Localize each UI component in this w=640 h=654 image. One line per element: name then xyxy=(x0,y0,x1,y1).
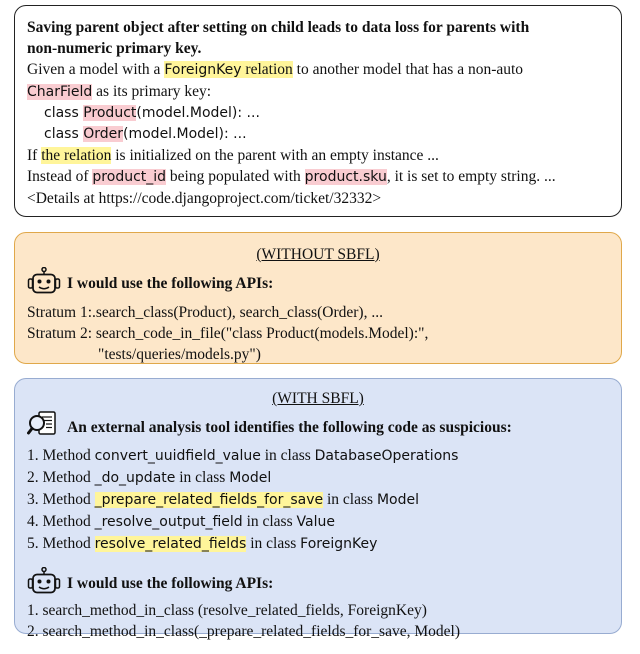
without-api-title-row xyxy=(27,267,621,300)
issue-description-box xyxy=(14,5,622,217)
stratum-2-continuation: "tests/queries/models.py") xyxy=(98,346,261,363)
stratum-2-line: Stratum 2: search_code_in_file("class Product(models.Model):", xyxy=(27,325,429,342)
issue-line-3: Given a model with a ForeignKey relation to another model that has a non-auto xyxy=(27,61,524,78)
with-api-title: I would use the following APIs: xyxy=(67,574,274,592)
code-line-order: class Order(model.Model): ... xyxy=(44,126,247,142)
api-call-1: 1. search_method_in_class (resolve_related_fields, ForeignKey) xyxy=(27,602,427,619)
with-api-title-row xyxy=(27,567,621,600)
code-line-product: class Product(model.Model): ... xyxy=(44,105,260,121)
robot-icon xyxy=(27,267,61,300)
stratum-1-line: Stratum 1:.search_class(Product), search_class(Order), ... xyxy=(27,304,383,321)
suspicious-item-3: 3. Method _prepare_related_fields_for_save in class Model xyxy=(27,491,419,508)
without-sbfl-box xyxy=(14,232,622,364)
issue-line-8: Instead of product_id being populated with product.sku, it is set to empty string. ... xyxy=(27,168,556,185)
issue-title-line2: non-numeric primary key. xyxy=(27,40,202,57)
suspicious-item-5: 5. Method resolve_related_fields in class ForeignKey xyxy=(27,535,378,552)
api-call-2: 2. search_method_in_class(_prepare_related_fields_for_save, Model) xyxy=(27,623,460,640)
robot-icon xyxy=(27,567,61,600)
suspicious-item-2: 2. Method _do_update in class Model xyxy=(27,469,272,486)
issue-line-4: CharField as its primary key: xyxy=(27,83,212,100)
suspicious-item-4: 4. Method _resolve_output_field in class Value xyxy=(27,513,335,530)
issue-line-7: If the relation is initialized on the parent with an empty instance ... xyxy=(27,147,439,164)
issue-details-link: <Details at https://code.djangoproject.com/ticket/32332> xyxy=(27,190,382,207)
tool-title-row xyxy=(27,410,621,445)
suspicious-item-1: 1. Method convert_uuidfield_value in class DatabaseOperations xyxy=(27,447,459,464)
magnifier-document-icon xyxy=(27,410,61,445)
tool-title: An external analysis tool identifies the following code as suspicious: xyxy=(67,418,512,436)
issue-title-line1: Saving parent object after setting on child leads to data loss for parents with xyxy=(27,19,530,36)
without-api-title: I would use the following APIs: xyxy=(67,274,274,292)
without-sbfl-heading: (WITHOUT SBFL) xyxy=(256,246,380,263)
with-sbfl-heading: (WITH SBFL) xyxy=(272,390,364,407)
with-sbfl-box xyxy=(14,378,622,640)
